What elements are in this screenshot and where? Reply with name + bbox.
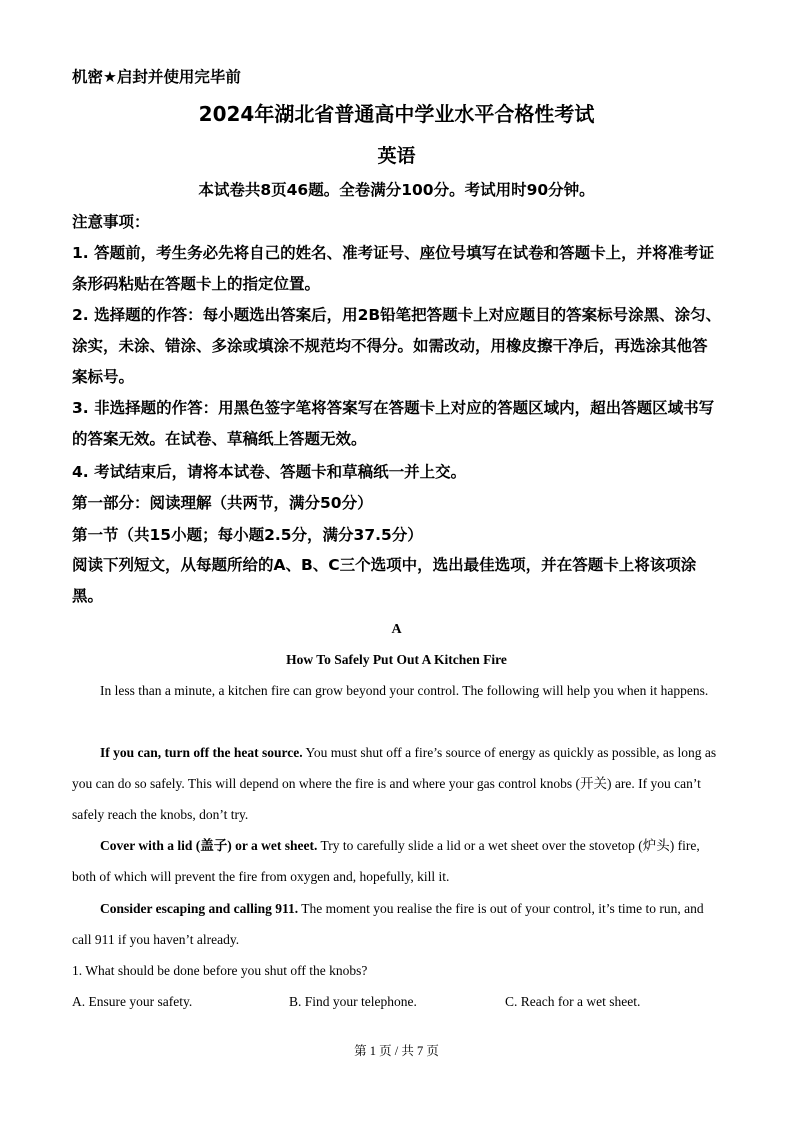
notice-item-2: 2. 选择题的作答：每小题选出答案后，用2B铅笔把答题卡上对应题目的答案标号涂黑、涂匀、涂实，未涂、错涂、多涂或填涂不规范均不得分。如需改动，用橡皮擦干净后，再选涂其他答案标号。 (72, 306, 722, 386)
section-instruction: 阅读下列短文，从每题所给的A、B、C三个选项中，选出最佳选项，并在答题卡上将该项涂黑。 (72, 556, 697, 605)
intro-text: In less than a minute, a kitchen fire can grow beyond your control. The following will help you when it happens. (100, 683, 709, 698)
paragraph-1-text: You must shut off a fire’s source of energy as quickly as possible, as long as you can do so safely. This will depend on where the fire is and where your gas control knobs (开关) are. If you can’t safely reach the knobs, don’t try. (72, 745, 717, 822)
paragraph-2-heading: Cover with a lid (盖子) or a wet sheet. (100, 838, 318, 853)
confidential-label: 机密★启封并使用完毕前 (72, 68, 241, 86)
passage-paragraph-3 (72, 893, 726, 955)
question-option-a: A. Ensure your safety. (72, 994, 193, 1009)
passage-paragraph-1 (72, 737, 722, 830)
page-footer: 第 1 页 / 共 7 页 (354, 1044, 439, 1058)
notice-item-4: 4. 考试结束后，请将本试卷、答题卡和草稿纸一并上交。 (72, 463, 467, 481)
passage-title: How To Safely Put Out A Kitchen Fire (286, 652, 507, 667)
question-stem: 1. What should be done before you shut off the knobs? (72, 963, 368, 978)
exam-info: 本试卷共8页46题。全卷满分100分。考试用时90分钟。 (198, 181, 595, 199)
passage-label: A (391, 622, 402, 637)
question-option-b: B. Find your telephone. (289, 994, 417, 1009)
subsection-heading: 第一节（共15小题；每小题2.5分，满分37.5分） (72, 526, 423, 544)
part-heading: 第一部分：阅读理解（共两节，满分50分） (72, 494, 373, 512)
paragraph-2-text: Try to carefully slide a lid or a wet sheet over the stovetop (炉头) fire, both of which will prevent the fire from oxygen and, hopefully, kill it. (72, 838, 700, 884)
notice-item-1: 1. 答题前，考生务必先将自己的姓名、准考证号、座位号填写在试卷和答题卡上，并将准考证条形码粘贴在答题卡上的指定位置。 (72, 244, 715, 293)
exam-title: 2024年湖北省普通高中学业水平合格性考试 (198, 102, 595, 126)
paragraph-3-text: The moment you realise the fire is out of your control, it’s time to run, and call 911 if you haven’t already. (72, 901, 704, 947)
question-option-c: C. Reach for a wet sheet. (505, 994, 641, 1009)
notice-item-3: 3. 非选择题的作答：用黑色签字笔将答案写在答题卡上对应的答题区域内，超出答题区域书写的答案无效。在试卷、草稿纸上答题无效。 (72, 399, 715, 448)
paragraph-1-heading: If you can, turn off the heat source. (100, 745, 303, 760)
passage-paragraph-2 (72, 830, 726, 892)
paragraph-3-heading: Consider escaping and calling 911. (100, 901, 299, 916)
subject-title: 英语 (377, 145, 416, 167)
passage-intro (72, 675, 722, 706)
notice-heading: 注意事项： (72, 213, 150, 231)
